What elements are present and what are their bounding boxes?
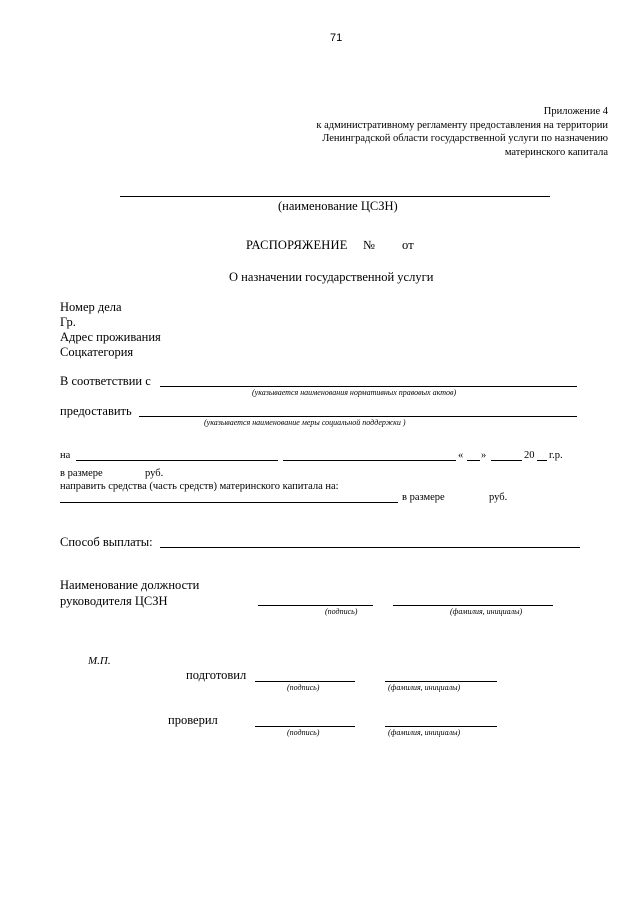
direct-amount-label: в размере (402, 492, 445, 503)
appendix-line-4: материнского капитала (504, 146, 608, 158)
day-field[interactable] (467, 460, 480, 461)
prepared-label: подготовил (186, 668, 247, 682)
payment-method-label: Способ выплаты: (60, 535, 153, 549)
appendix-line-3: Ленинградской области государственной услуги по назначению (322, 133, 608, 144)
appendix-header (248, 105, 608, 159)
address-label: Адрес проживания (60, 330, 161, 344)
head-position-line-1: Наименование должности (60, 578, 200, 592)
stamp-label: М.П. (88, 655, 111, 667)
support-measure-field[interactable] (139, 416, 577, 417)
in-accordance-label: В соответствии с (60, 374, 151, 388)
head-name-caption: (фамилия, инициалы) (450, 607, 523, 616)
year-field[interactable] (537, 460, 547, 461)
head-signature-field[interactable] (258, 605, 373, 606)
prepared-name-field[interactable] (385, 681, 497, 682)
year-suffix: г.р. (549, 450, 563, 461)
org-caption: (наименование ЦСЗН) (278, 199, 398, 213)
appendix-line-1: Приложение 4 (543, 106, 608, 117)
head-signature-caption: (подпись) (325, 607, 358, 616)
prepared-signature-caption: (подпись) (287, 683, 320, 692)
checked-label: проверил (168, 713, 218, 727)
checked-signature-field[interactable] (255, 726, 355, 727)
org-name-field[interactable] (120, 196, 550, 197)
head-name-field[interactable] (393, 605, 553, 606)
payment-method-field[interactable] (160, 547, 580, 548)
social-category-label: Соцкатегория (60, 345, 134, 359)
prepared-name-caption: (фамилия, инициалы) (388, 683, 461, 692)
appendix-line-2: к административному регламенту предоставления на территории (316, 119, 608, 131)
order-subject: О назначении государственной услуги (229, 270, 434, 284)
head-position-line-2: руководителя ЦСЗН (60, 594, 168, 608)
amount-currency: руб. (145, 468, 164, 479)
legal-acts-field[interactable] (160, 386, 577, 387)
period-field-2[interactable] (283, 460, 456, 461)
checked-name-caption: (фамилия, инициалы) (388, 728, 461, 737)
month-field[interactable] (491, 460, 522, 461)
direct-currency: руб. (489, 492, 508, 503)
order-number-sign: № (363, 238, 376, 252)
prepared-signature-field[interactable] (255, 681, 355, 682)
open-quote: « (458, 450, 464, 461)
case-number-label: Номер дела (60, 300, 122, 314)
provide-label: предоставить (60, 404, 132, 418)
period-field-1[interactable] (76, 460, 278, 461)
citizen-label: Гр. (60, 315, 76, 329)
amount-label: в размере (60, 468, 103, 479)
support-measure-caption: (указывается наименование меры социальной поддержки ) (204, 418, 406, 427)
order-from: от (402, 238, 414, 252)
direct-funds-text: направить средства (часть средств) материнского капитала на: (60, 481, 339, 492)
order-title: РАСПОРЯЖЕНИЕ (246, 238, 348, 252)
year-prefix: 20 (524, 450, 535, 461)
period-prefix: на (60, 450, 71, 461)
close-quote: » (481, 450, 487, 461)
page-number: 71 (330, 32, 343, 44)
checked-name-field[interactable] (385, 726, 497, 727)
legal-acts-caption: (указывается наименования нормативных правовых актов) (252, 388, 457, 397)
checked-signature-caption: (подпись) (287, 728, 320, 737)
direct-funds-field[interactable] (60, 502, 398, 503)
